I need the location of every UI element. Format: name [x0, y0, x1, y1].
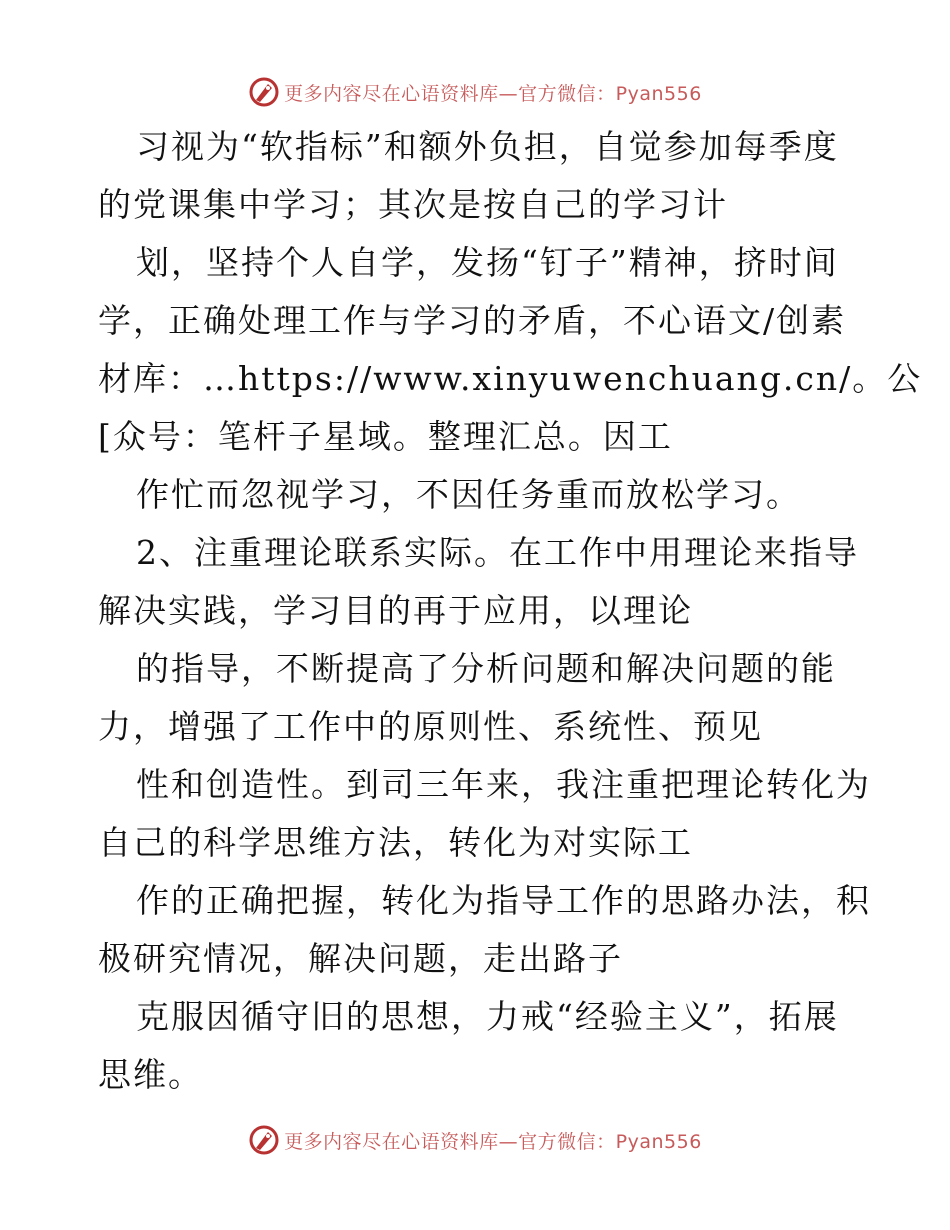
text-line-7: 作忙而忽视学习，不因任务重而放松学习。 — [136, 475, 801, 514]
text-line-3: 划，坚持个人自学，发扬“钉子”精神，挤时间 — [136, 243, 839, 282]
pen-nib-logo-icon — [248, 1124, 280, 1156]
text-line-15: 极研究情况，解决问题，走出路子 — [98, 939, 623, 978]
text-line-2: 的党课集中学习；其次是按自己的学习计 — [98, 185, 728, 224]
text-line-17: 思维。 — [98, 1055, 203, 1094]
text-line-8: 2、注重理论联系实际。在工作中用理论来指导 — [136, 533, 859, 572]
text-line-13: 自己的科学思维方法，转化为对实际工 — [98, 823, 693, 862]
text-line-6: [众号：笔杆子星域。整理汇总。因工 — [98, 417, 673, 456]
text-line-1: 习视为“软指标”和额外负担，自觉参加每季度 — [136, 127, 839, 166]
text-line-9: 解决实践，学习目的再于应用，以理论 — [98, 591, 693, 630]
header-text: 更多内容尽在心语资料库—官方微信：Pyan556 — [284, 82, 702, 105]
text-line-16: 克服因循守旧的思想，力戒“经验主义”，拓展 — [136, 997, 839, 1036]
footer-text: 更多内容尽在心语资料库—官方微信：Pyan556 — [284, 1130, 702, 1153]
document-body — [98, 118, 923, 1104]
text-line-14: 作的正确把握，转化为指导工作的思路办法，积 — [136, 881, 871, 920]
text-line-10: 的指导，不断提高了分析问题和解决问题的能 — [136, 649, 836, 688]
footer-banner — [0, 1120, 950, 1160]
pen-nib-logo-icon — [248, 76, 280, 108]
text-line-4: 学，正确处理工作与学习的矛盾，不心语文/创素 — [98, 301, 847, 340]
text-line-11: 力，增强了工作中的原则性、系统性、预见 — [98, 707, 763, 746]
text-line-12: 性和创造性。到司三年来，我注重把理论转化为 — [136, 765, 871, 804]
header-banner — [0, 72, 950, 112]
text-line-5: 材库：…https://www.xinyuwenchuang.cn/。公 — [98, 359, 923, 398]
